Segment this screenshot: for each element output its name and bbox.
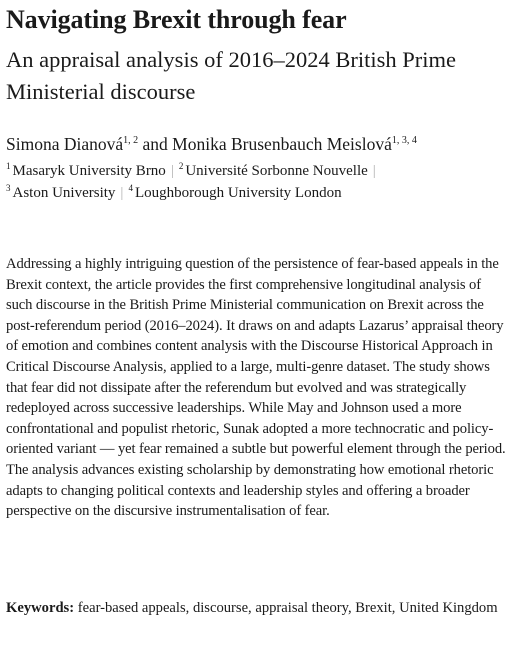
affiliation-name: Loughborough University London <box>134 185 342 201</box>
affiliation-list <box>6 160 506 204</box>
affiliation-number: 4 <box>128 183 133 193</box>
keywords-line <box>6 598 508 619</box>
affiliation-number: 3 <box>6 183 11 193</box>
abstract-text: Addressing a highly intriguing question of the persistence of fear-based appeals in the Brexit context, the article provides the first comprehensive longitudinal analysis of such discourse in the British Prime Ministerial communication on Brexit across the post-referendum period (2016–2024). It draws on and adapts Lazarus’ appraisal theory of emotion and combines content analysis with the Discourse Historical Approach in Critical Discourse Analysis, applied to a large, multi-genre dataset. The study shows that fear did not dissipate after the referendum but evolved and was strategically redeployed across successive leaderships. While May and Johnson used a more confrontational and populist rhetoric, Sunak adopted a more technocratic and policy-oriented variant — yet fear remained a subtle but powerful element through the period. The analysis advances existing scholarship by demonstrating how emotional rhetoric adapts to changing political contexts and leadership styles and offering a broader perspective on the discursive instrumentalisation of fear. <box>6 256 506 520</box>
affiliation-separator: | <box>170 163 174 179</box>
affiliation-number: 1 <box>6 161 11 171</box>
author-affiliation-marker: 1, 3, 4 <box>391 135 417 146</box>
article-subtitle: An appraisal analysis of 2016–2024 British Prime Ministerial discourse <box>6 47 456 104</box>
author-name: Simona Dianová <box>6 134 124 154</box>
article-title: Navigating Brexit through fear <box>6 5 347 34</box>
affiliation-separator: | <box>372 163 376 179</box>
author-joiner: and <box>138 134 173 154</box>
author-affiliation-marker: 1, 2 <box>123 135 139 146</box>
keywords-text: fear-based appeals, discourse, appraisal theory, Brexit, United Kingdom <box>77 600 498 616</box>
affiliation-number: 2 <box>178 161 184 171</box>
affiliation-separator: | <box>120 185 124 201</box>
affiliation-name: Aston University <box>12 185 116 201</box>
affiliation-name: Université Sorbonne Nouvelle <box>185 163 368 179</box>
author-name: Monika Brusenbauch Meislová <box>172 134 392 154</box>
affiliation-name: Masaryk University Brno <box>12 163 166 179</box>
keywords-label: Keywords: <box>6 600 75 616</box>
author-line <box>6 133 417 155</box>
